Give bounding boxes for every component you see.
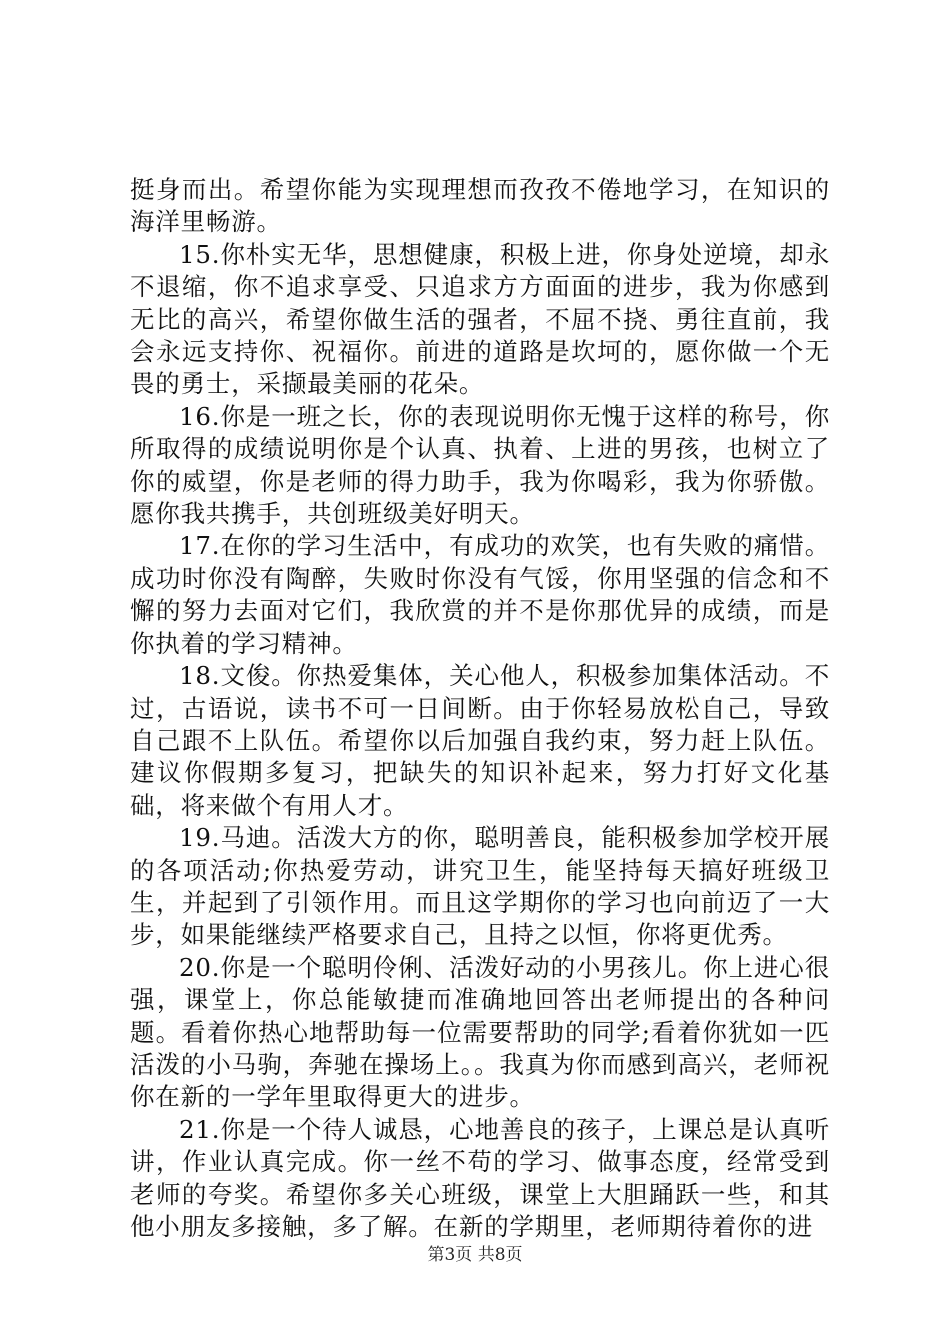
page-number-label: 第3页 共8页: [427, 1245, 523, 1265]
paragraph-item-15: 15.你朴实无华，思想健康，积极上进，你身处逆境，却永不退缩，你不追求享受、只追求方方面面的进步，我为你感到无比的高兴，希望你做生活的强者，不屈不挠、勇往直前，我会永远支持你、祝福你。前进的道路是坎坷的，愿你做一个无畏的勇士，采撷最美丽的花朵。: [130, 239, 830, 399]
paragraph-item-16: 16.你是一班之长，你的表现说明你无愧于这样的称号，你所取得的成绩说明你是个认真、执着、上进的男孩，也树立了你的威望，你是老师的得力助手，我为你喝彩，我为你骄傲。愿你我共携手，共创班级美好明天。: [130, 401, 830, 529]
paragraph-item-18: 18.文俊。你热爱集体，关心他人，积极参加集体活动。不过，古语说，读书不可一日间断。由于你轻易放松自己，导致自己跟不上队伍。希望你以后加强自我约束，努力赶上队伍。建议你假期多复习，把缺失的知识补起来，努力打好文化基础，将来做个有用人才。: [130, 661, 830, 820]
paragraph-continuation: 挺身而出。希望你能为实现理想而孜孜不倦地学习，在知识的海洋里畅游。: [130, 175, 830, 237]
paragraph-item-17: 17.在你的学习生活中，有成功的欢笑，也有失败的痛惜。成功时你没有陶醉，失败时你没有气馁，你用坚强的信念和不懈的努力去面对它们，我欣赏的并不是你那优异的成绩，而是你执着的学习精神。: [130, 531, 830, 658]
page-footer: [0, 1240, 950, 1265]
document-body: [130, 174, 830, 1243]
paragraph-item-20: 20.你是一个聪明伶俐、活泼好动的小男孩儿。你上进心很强，课堂上，你总能敏捷而准确地回答出老师提出的各种问题。看着你热心地帮助每一位需要帮助的同学;看着你犹如一匹活泼的小马驹，奔驰在操场上。。我真为你而感到高兴，老师祝你在新的一学年里取得更大的进步。: [130, 952, 830, 1112]
paragraph-item-21: 21.你是一个待人诚恳，心地善良的孩子，上课总是认真听讲，作业认真完成。你一丝不苟的学习、做事态度，经常受到老师的夸奖。希望你多关心班级，课堂上大胆踊跃一些，和其他小朋友多接触，多了解。在新的学期里，老师期待着你的进: [130, 1114, 830, 1241]
paragraph-item-19: 19.马迪。活泼大方的你，聪明善良，能积极参加学校开展的各项活动;你热爱劳动，讲究卫生，能坚持每天搞好班级卫生，并起到了引领作用。而且这学期你的学习也向前迈了一大步，如果能继续严格要求自己，且持之以恒，你将更优秀。: [130, 823, 830, 950]
